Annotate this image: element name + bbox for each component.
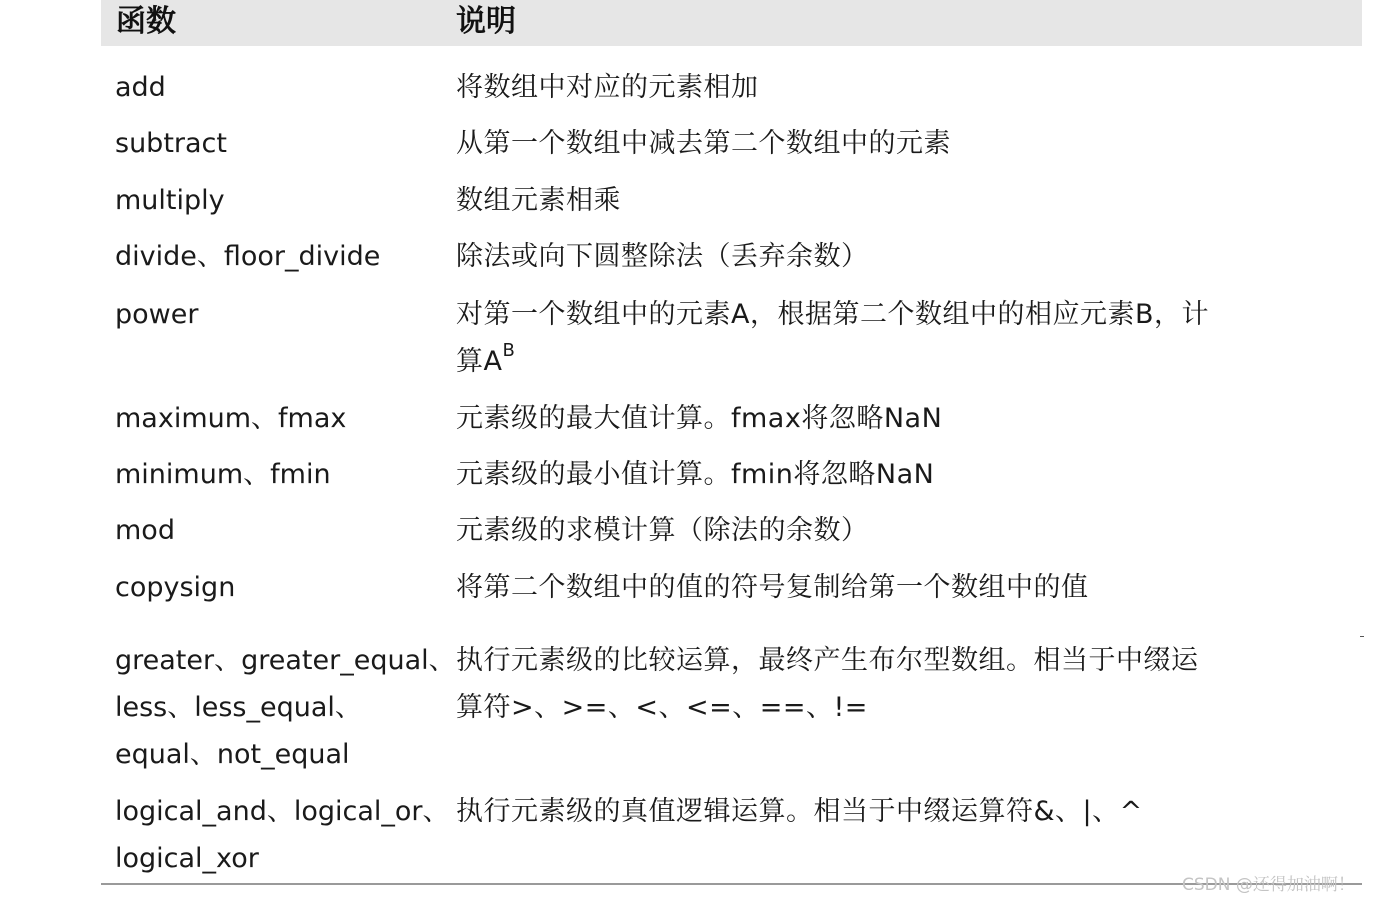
description-text-continued: 算符>、>=、<、<=、==、!=: [456, 692, 868, 723]
function-cell: [115, 395, 445, 442]
description-cell: [456, 507, 1356, 554]
function-name: greater、greater_equal、: [115, 645, 456, 676]
function-name: equal、not_equal: [115, 739, 350, 770]
function-cell: [115, 507, 445, 554]
function-name: add: [115, 72, 166, 103]
function-name: logical_and、logical_or、: [115, 796, 450, 827]
description-text: 元素级的求模计算（除法的余数）: [456, 515, 869, 546]
description-text: 除法或向下圆整除法（丢弃余数）: [456, 241, 869, 272]
description-cell: [456, 177, 1356, 224]
column-header-description: 说明: [456, 4, 516, 39]
description-text: 将数组中对应的元素相加: [456, 72, 759, 103]
description-text: 从第一个数组中减去第二个数组中的元素: [456, 128, 951, 159]
description-text: 元素级的最小值计算。fmin将忽略NaN: [456, 459, 935, 490]
function-cell: [115, 788, 450, 882]
function-cell: [115, 291, 445, 338]
description-cell: [456, 637, 1356, 731]
description-cell: [456, 451, 1356, 498]
description-text: 执行元素级的比较运算，最终产生布尔型数组。相当于中缀运: [456, 645, 1199, 676]
function-cell: [115, 64, 445, 111]
description-cell: [456, 395, 1356, 442]
function-name: multiply: [115, 185, 225, 216]
description-text: 执行元素级的真值逻辑运算。相当于中缀运算符&、|、^: [456, 796, 1143, 827]
description-cell: [456, 233, 1356, 280]
superscript: B: [502, 340, 516, 361]
description-cell: [456, 64, 1356, 111]
function-cell: [115, 451, 445, 498]
function-name: minimum、fmin: [115, 459, 331, 490]
description-text: 数组元素相乘: [456, 185, 621, 216]
function-name: subtract: [115, 128, 227, 159]
function-cell: [115, 564, 445, 611]
function-name: maximum、fmax: [115, 403, 347, 434]
function-name: power: [115, 299, 199, 330]
function-cell: [115, 120, 445, 167]
function-name: less、less_equal、: [115, 692, 362, 723]
description-cell: [456, 788, 1356, 835]
function-cell: [115, 233, 445, 280]
description-text: 对第一个数组中的元素A，根据第二个数组中的相应元素B，计: [456, 299, 1209, 330]
description-cell: [456, 120, 1356, 167]
description-cell: [456, 564, 1356, 611]
function-cell: [115, 177, 445, 224]
description-text: 元素级的最大值计算。fmax将忽略NaN: [456, 403, 943, 434]
description-cell: [456, 291, 1356, 385]
function-cell: [115, 637, 456, 778]
description-text-fragment: 算A: [456, 346, 503, 377]
function-name: copysign: [115, 572, 236, 603]
table-bottom-rule: [101, 883, 1362, 885]
table-edge-mark: [1360, 636, 1364, 637]
table-header-band: [101, 0, 1362, 46]
function-name: mod: [115, 515, 175, 546]
watermark: CSDN @还得加油啊！: [1182, 875, 1355, 895]
function-name: divide、floor_divide: [115, 241, 381, 272]
description-text-continued: [456, 338, 1356, 385]
function-name: logical_xor: [115, 843, 259, 874]
column-header-function: 函数: [116, 4, 176, 39]
description-text: 将第二个数组中的值的符号复制给第一个数组中的值: [456, 572, 1089, 603]
